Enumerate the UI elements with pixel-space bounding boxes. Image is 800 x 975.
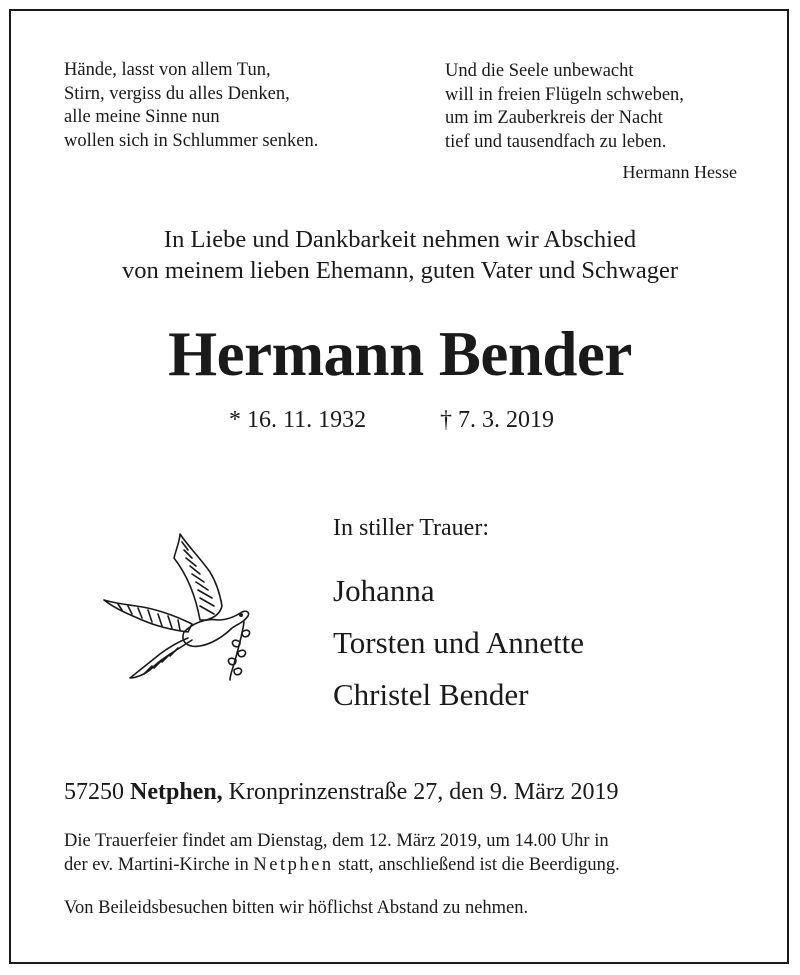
poem-left xyxy=(64,59,318,153)
poem-line: Hände, lasst von allem Tun, xyxy=(64,60,271,80)
address-street-date: Kronprinzenstraße 27, den 9. März 2019 xyxy=(228,779,619,805)
address-postcode: 57250 xyxy=(64,779,124,805)
poem-line: wollen sich in Schlummer senken. xyxy=(64,130,319,151)
funeral-church: der ev. Martini-Kirche in xyxy=(64,855,249,875)
death-date: † 7. 3. 2019 xyxy=(440,407,554,433)
mourners-label: In stiller Trauer: xyxy=(333,515,489,541)
funeral-info xyxy=(64,829,620,877)
poem-line: tief und tausendfach zu leben. xyxy=(445,131,667,152)
intro-line: In Liebe und Dankbarkeit nehmen wir Abschied xyxy=(163,226,637,253)
birth-date: * 16. 11. 1932 xyxy=(229,407,367,433)
poem-line: Stirn, vergiss du alles Denken, xyxy=(64,83,290,104)
mourner-name: Torsten und Annette xyxy=(333,625,584,660)
poem-line: um im Zauberkreis der Nacht xyxy=(445,108,663,128)
poem-line: Und die Seele unbewacht xyxy=(445,61,634,81)
address-city: Netphen, xyxy=(130,779,223,805)
mourner-name: Johanna xyxy=(333,573,435,608)
address-line xyxy=(64,779,619,806)
poem-line: will in freien Flügeln schweben, xyxy=(445,84,684,105)
funeral-line: Die Trauerfeier findet am Dienstag, dem 12. März 2019, um 14.00 Uhr in xyxy=(64,831,609,851)
funeral-line xyxy=(64,853,620,877)
dove-icon xyxy=(96,528,268,682)
poem-line: alle meine Sinne nun xyxy=(64,107,220,127)
mourners-list xyxy=(333,565,584,721)
intro-line: von meinem lieben Ehemann, guten Vater und Schwager xyxy=(121,257,679,284)
mourner-name: Christel Bender xyxy=(333,677,529,712)
poem-author: Hermann Hesse xyxy=(622,162,737,182)
condolence-note: Von Beileidsbesuchen bitten wir höflichst Abstand zu nehmen. xyxy=(64,898,529,918)
farewell-intro xyxy=(0,224,800,286)
funeral-burial: statt, anschließend ist die Beerdigung. xyxy=(338,855,620,875)
deceased-name: Hermann Bender xyxy=(168,319,632,389)
poem-right xyxy=(445,60,684,154)
funeral-place: Netphen xyxy=(253,855,334,875)
